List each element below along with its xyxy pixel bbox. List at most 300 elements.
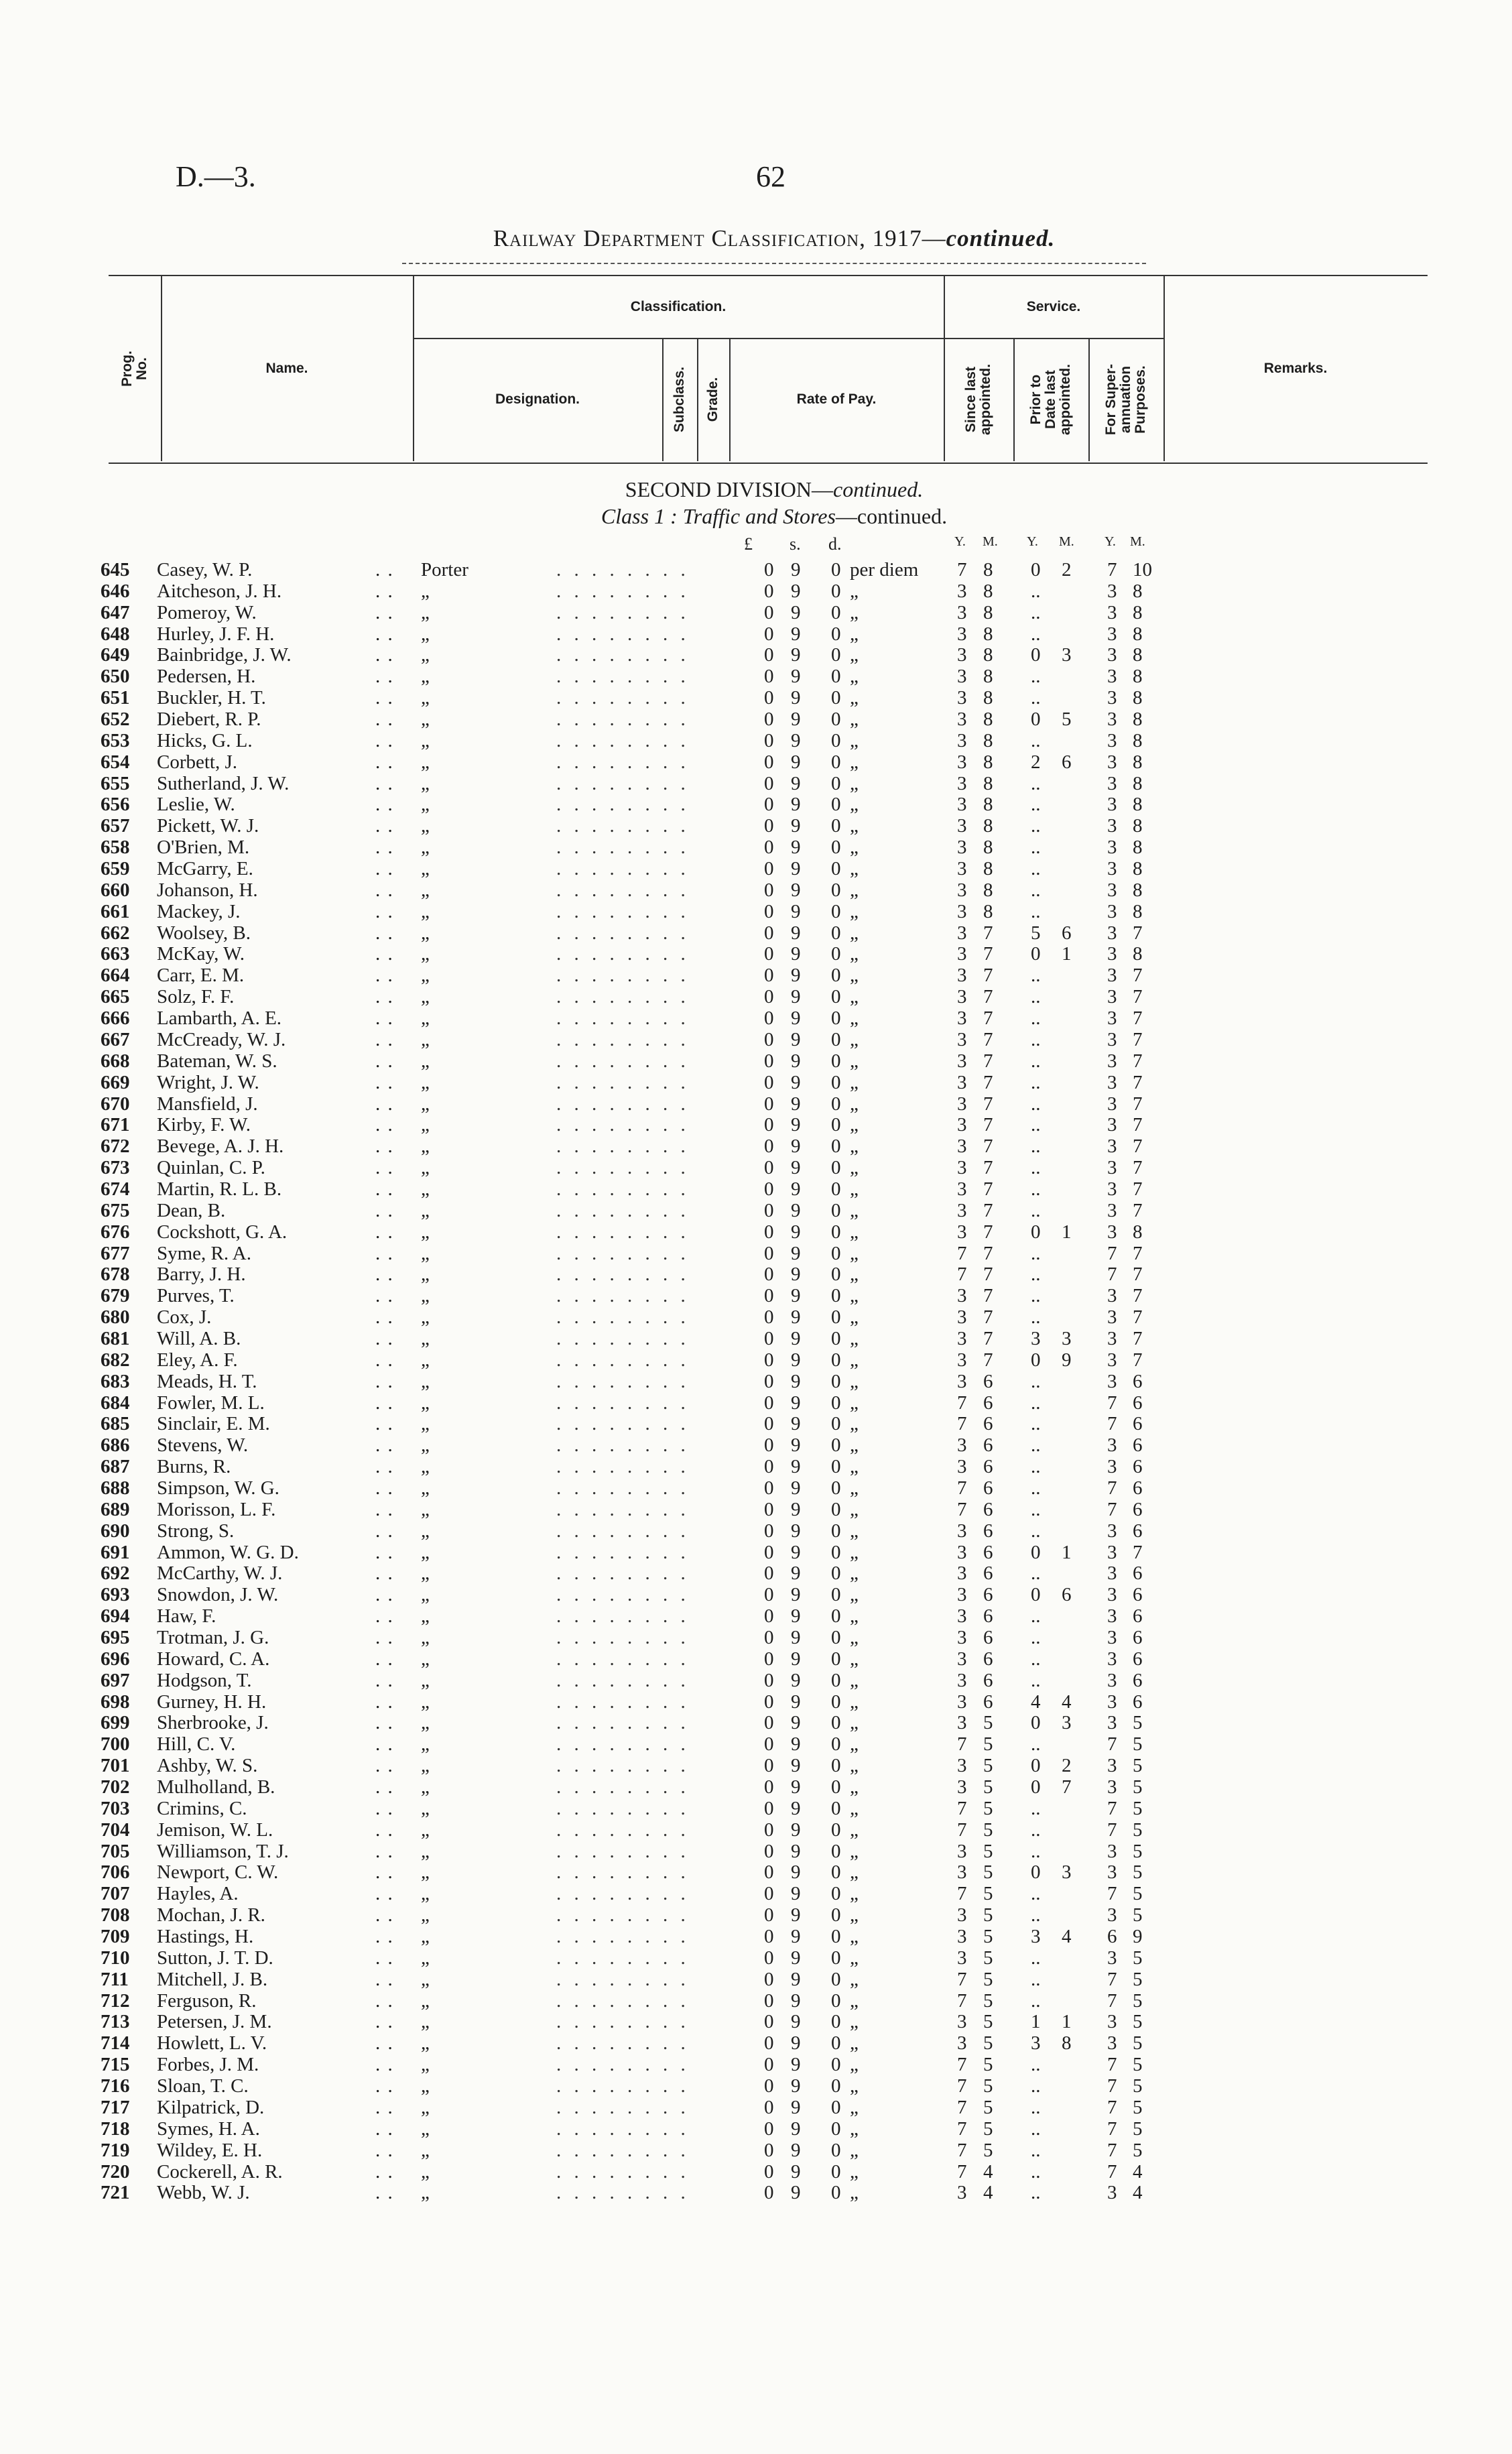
cell-name: Hicks, G. L. [157, 729, 253, 751]
cell-pay-pounds: 0 [764, 709, 774, 731]
cell-designation: „ [421, 1199, 430, 1221]
cell-since-months: 7 [983, 1028, 993, 1050]
cell-pay-pounds: 0 [764, 1477, 774, 1499]
leader-dots: . . [375, 1584, 394, 1606]
cell-pay-pence: 0 [831, 1264, 841, 1286]
cell-pay-pence: 0 [831, 879, 841, 901]
table-row [0, 1648, 1512, 1670]
cell-super-years: 7 [1107, 1242, 1117, 1264]
cell-pay-period: „ [850, 1627, 859, 1648]
cell-pay-pounds: 0 [764, 1520, 774, 1542]
cell-super-months: 5 [1133, 1883, 1143, 1905]
cell-super-months: 8 [1133, 1221, 1143, 1243]
cell-pay-shillings: 9 [791, 1413, 801, 1435]
table-row [0, 1670, 1512, 1691]
cell-since-months: 8 [983, 559, 993, 580]
cell-designation: „ [421, 879, 430, 901]
leader-dots: . . . . . . . . [556, 2011, 690, 2033]
cell-pay-period: „ [850, 1028, 859, 1050]
cell-pay-pence: 0 [831, 837, 841, 859]
cell-name: Cockshott, G. A. [157, 1221, 288, 1243]
cell-pay-shillings: 9 [791, 1819, 801, 1841]
cell-pay-pounds: 0 [764, 1221, 774, 1243]
cell-prior-years: .. [1031, 2096, 1041, 2118]
cell-prior-years: .. [1031, 1562, 1041, 1585]
cell-since-months: 6 [983, 1413, 993, 1435]
cell-pay-pence: 0 [831, 815, 841, 837]
cell-prog-no: 668 [101, 1050, 130, 1072]
cell-prior-years: 0 [1031, 709, 1041, 731]
cell-pay-shillings: 9 [791, 1733, 801, 1756]
cell-prog-no: 703 [101, 1797, 130, 1819]
cell-pay-pounds: 0 [764, 1797, 774, 1819]
cell-since-years: 3 [957, 1456, 967, 1478]
cell-designation: „ [421, 1242, 430, 1264]
cell-designation: „ [421, 1178, 430, 1200]
cell-name: Quinlan, C. P. [157, 1157, 265, 1179]
cell-pay-shillings: 9 [791, 1071, 801, 1093]
cell-pay-pounds: 0 [764, 1562, 774, 1585]
cell-prog-no: 711 [101, 1968, 129, 1990]
class-label: Class 1 : Traffic and Stores [601, 504, 836, 528]
leader-dots: . . [375, 1733, 394, 1756]
unit-since-months: M. [983, 534, 998, 549]
cell-super-years: 3 [1107, 601, 1117, 623]
cell-super-months: 5 [1133, 2011, 1143, 2033]
cell-pay-shillings: 9 [791, 666, 801, 688]
cell-since-months: 7 [983, 1306, 993, 1329]
table-row [0, 1264, 1512, 1285]
table-row [0, 901, 1512, 922]
cell-pay-pounds: 0 [764, 687, 774, 709]
cell-pay-shillings: 9 [791, 1904, 801, 1926]
cell-pay-pounds: 0 [764, 1114, 774, 1136]
cell-pay-pence: 0 [831, 2160, 841, 2183]
cell-prior-years: .. [1031, 1093, 1041, 1115]
cell-name: Sloan, T. C. [157, 2075, 249, 2097]
cell-pay-period: „ [850, 2054, 859, 2076]
cell-prog-no: 707 [101, 1883, 130, 1905]
cell-pay-shillings: 9 [791, 1926, 801, 1948]
cell-designation: „ [421, 1989, 430, 2012]
cell-designation: „ [421, 1648, 430, 1670]
cell-super-years: 3 [1107, 666, 1117, 688]
cell-since-years: 3 [957, 1157, 967, 1179]
cell-name: Ferguson, R. [157, 1989, 257, 2012]
cell-pay-pounds: 0 [764, 1007, 774, 1030]
leader-dots: . . . . . . . . [556, 1050, 690, 1072]
cell-name: Simpson, W. G. [157, 1477, 279, 1499]
cell-designation: „ [421, 986, 430, 1008]
cell-pay-pounds: 0 [764, 772, 774, 794]
cell-prog-no: 666 [101, 1007, 130, 1030]
cell-since-years: 3 [957, 879, 967, 901]
cell-super-months: 7 [1133, 1028, 1143, 1050]
cell-name: Bevege, A. J. H. [157, 1136, 284, 1158]
cell-name: Cox, J. [157, 1306, 212, 1329]
cell-name: Williamson, T. J. [157, 1840, 289, 1862]
cell-prog-no: 683 [101, 1370, 130, 1392]
cell-prog-no: 705 [101, 1840, 130, 1862]
cell-pay-period: „ [850, 1413, 859, 1435]
cell-prog-no: 646 [101, 580, 130, 602]
cell-pay-period: „ [850, 2032, 859, 2054]
cell-pay-period: „ [850, 1199, 859, 1221]
cell-pay-period: „ [850, 1349, 859, 1371]
cell-pay-pounds: 0 [764, 666, 774, 688]
cell-super-months: 7 [1133, 922, 1143, 944]
cell-name: Sherbrooke, J. [157, 1712, 269, 1734]
cell-since-months: 5 [983, 1819, 993, 1841]
cell-prog-no: 675 [101, 1199, 130, 1221]
cell-pay-period: „ [850, 1691, 859, 1713]
cell-since-years: 3 [957, 2182, 967, 2204]
cell-pay-pounds: 0 [764, 2160, 774, 2183]
cell-pay-pounds: 0 [764, 601, 774, 623]
cell-pay-pounds: 0 [764, 943, 774, 965]
cell-since-months: 8 [983, 900, 993, 922]
cell-name: Gurney, H. H. [157, 1691, 267, 1713]
unit-super-years: Y. [1105, 534, 1116, 549]
cell-prog-no: 680 [101, 1306, 130, 1329]
cell-since-years: 7 [957, 1989, 967, 2012]
leader-dots: . . [375, 1392, 394, 1414]
cell-prog-no: 688 [101, 1477, 130, 1499]
cell-super-years: 3 [1107, 858, 1117, 880]
cell-super-months: 7 [1133, 1157, 1143, 1179]
cell-prog-no: 658 [101, 837, 130, 859]
cell-since-months: 5 [983, 1883, 993, 1905]
table-row [0, 1605, 1512, 1627]
cell-designation: „ [421, 837, 430, 859]
cell-super-months: 6 [1133, 1562, 1143, 1585]
cell-super-months: 8 [1133, 580, 1143, 602]
leader-dots: . . . . . . . . [556, 1776, 690, 1798]
cell-pay-pence: 0 [831, 943, 841, 965]
table-row [0, 1733, 1512, 1755]
table-row [0, 1562, 1512, 1584]
cell-prog-no: 717 [101, 2096, 130, 2118]
leader-dots: . . [375, 1562, 394, 1585]
cell-super-months: 5 [1133, 1776, 1143, 1798]
cell-pay-pence: 0 [831, 965, 841, 987]
leader-dots: . . [375, 2182, 394, 2204]
cell-prior-years: .. [1031, 623, 1041, 645]
leader-dots: . . [375, 858, 394, 880]
cell-pay-pence: 0 [831, 922, 841, 944]
cell-pay-shillings: 9 [791, 1520, 801, 1542]
cell-pay-period: „ [850, 1584, 859, 1606]
table-row [0, 1904, 1512, 1926]
cell-designation: „ [421, 1691, 430, 1713]
cell-super-months: 5 [1133, 1797, 1143, 1819]
cell-designation: „ [421, 1498, 430, 1520]
cell-pay-period: „ [850, 858, 859, 880]
cell-pay-shillings: 9 [791, 965, 801, 987]
cell-pay-shillings: 9 [791, 1349, 801, 1371]
cell-prog-no: 651 [101, 687, 130, 709]
cell-prog-no: 721 [101, 2182, 130, 2204]
cell-name: Hill, C. V. [157, 1733, 236, 1756]
cell-since-years: 3 [957, 1136, 967, 1158]
cell-since-years: 7 [957, 2075, 967, 2097]
cell-since-years: 3 [957, 772, 967, 794]
cell-pay-shillings: 9 [791, 1691, 801, 1713]
cell-prior-years: .. [1031, 1392, 1041, 1414]
cell-super-months: 7 [1133, 1285, 1143, 1307]
cell-prior-years: .. [1031, 1989, 1041, 2012]
cell-super-years: 3 [1107, 815, 1117, 837]
cell-pay-pence: 0 [831, 1861, 841, 1884]
cell-prog-no: 706 [101, 1861, 130, 1884]
cell-prior-years: .. [1031, 729, 1041, 751]
cell-prior-years: .. [1031, 837, 1041, 859]
cell-designation: „ [421, 580, 430, 602]
cell-super-years: 3 [1107, 837, 1117, 859]
cell-prog-no: 699 [101, 1712, 130, 1734]
cell-pay-period: „ [850, 1136, 859, 1158]
cell-pay-pounds: 0 [764, 1819, 774, 1841]
cell-super-years: 3 [1107, 1285, 1117, 1307]
cell-super-years: 3 [1107, 580, 1117, 602]
cell-pay-period: „ [850, 1157, 859, 1179]
cell-since-years: 3 [957, 1947, 967, 1969]
cell-prior-years: .. [1031, 2139, 1041, 2161]
leader-dots: . . [375, 1071, 394, 1093]
cell-pay-pence: 0 [831, 1413, 841, 1435]
table-row [0, 1306, 1512, 1328]
leader-dots: . . [375, 2032, 394, 2054]
cell-since-months: 5 [983, 1968, 993, 1990]
cell-name: Corbett, J. [157, 751, 238, 773]
cell-prog-no: 654 [101, 751, 130, 773]
cell-name: Stevens, W. [157, 1434, 249, 1457]
cell-super-years: 3 [1107, 1370, 1117, 1392]
cell-pay-shillings: 9 [791, 1264, 801, 1286]
leader-dots: . . . . . . . . [556, 1007, 690, 1030]
cell-pay-pounds: 0 [764, 1541, 774, 1563]
cell-pay-pence: 0 [831, 1028, 841, 1050]
leader-dots: . . [375, 1627, 394, 1648]
cell-name: Leslie, W. [157, 794, 235, 816]
cell-pay-shillings: 9 [791, 1157, 801, 1179]
cell-designation: „ [421, 794, 430, 816]
cell-prior-years: 0 [1031, 1541, 1041, 1563]
cell-prior-years: .. [1031, 1733, 1041, 1756]
cell-super-months: 5 [1133, 2032, 1143, 2054]
cell-super-years: 3 [1107, 1071, 1117, 1093]
leader-dots: . . . . . . . . [556, 1562, 690, 1585]
leader-dots: . . [375, 1114, 394, 1136]
leader-dots: . . [375, 644, 394, 666]
cell-pay-pence: 0 [831, 772, 841, 794]
leader-dots: . . . . . . . . [556, 1434, 690, 1457]
cell-super-months: 7 [1133, 965, 1143, 987]
leader-dots: . . [375, 1434, 394, 1457]
table-row [0, 751, 1512, 773]
class-continued: —continued. [835, 504, 948, 528]
cell-since-years: 3 [957, 580, 967, 602]
cell-prog-no: 665 [101, 986, 130, 1008]
leader-dots: . . . . . . . . [556, 1584, 690, 1606]
cell-pay-pence: 0 [831, 1755, 841, 1777]
cell-prior-months: 4 [1062, 1926, 1072, 1948]
cell-pay-pence: 0 [831, 858, 841, 880]
cell-super-years: 3 [1107, 751, 1117, 773]
cell-pay-period: „ [850, 1007, 859, 1030]
cell-prog-no: 698 [101, 1691, 130, 1713]
cell-pay-pounds: 0 [764, 1264, 774, 1286]
cell-pay-pence: 0 [831, 1584, 841, 1606]
table-row [0, 1627, 1512, 1648]
cell-super-months: 7 [1133, 1541, 1143, 1563]
leader-dots: . . [375, 1327, 394, 1349]
cell-name: Howard, C. A. [157, 1648, 270, 1670]
leader-dots: . . . . . . . . [556, 2096, 690, 2118]
cell-prog-no: 713 [101, 2011, 130, 2033]
cell-designation: „ [421, 1968, 430, 1990]
leader-dots: . . [375, 2118, 394, 2140]
cell-name: Buckler, H. T. [157, 687, 266, 709]
cell-pay-pounds: 0 [764, 1926, 774, 1948]
cell-pay-pence: 0 [831, 1114, 841, 1136]
cell-name: Pedersen, H. [157, 666, 256, 688]
cell-prior-years: .. [1031, 879, 1041, 901]
cell-super-months: 4 [1133, 2182, 1143, 2204]
leader-dots: . . . . . . . . [556, 1285, 690, 1307]
cell-designation: „ [421, 1050, 430, 1072]
cell-prior-months: 6 [1062, 1584, 1072, 1606]
cell-since-years: 3 [957, 1776, 967, 1798]
table-row [0, 1178, 1512, 1200]
cell-pay-shillings: 9 [791, 1456, 801, 1478]
table-row [0, 1819, 1512, 1841]
cell-super-months: 7 [1133, 1071, 1143, 1093]
cell-since-years: 3 [957, 1349, 967, 1371]
header-rate-of-pay: Rate of Pay. [796, 391, 877, 407]
cell-super-months: 5 [1133, 1712, 1143, 1734]
cell-prog-no: 693 [101, 1584, 130, 1606]
cell-super-years: 3 [1107, 1456, 1117, 1478]
cell-prior-years: .. [1031, 1477, 1041, 1499]
cell-prior-months: 3 [1062, 1327, 1072, 1349]
cell-pay-period: „ [850, 1712, 859, 1734]
cell-since-years: 7 [957, 2118, 967, 2140]
cell-prior-years: 5 [1031, 922, 1041, 944]
cell-super-years: 7 [1107, 1819, 1117, 1841]
cell-pay-pounds: 0 [764, 1883, 774, 1905]
cell-name: Mansfield, J. [157, 1093, 258, 1115]
cell-pay-pounds: 0 [764, 1349, 774, 1371]
cell-pay-shillings: 9 [791, 1136, 801, 1158]
table-row [0, 1712, 1512, 1733]
cell-prior-years: .. [1031, 794, 1041, 816]
cell-prog-no: 656 [101, 794, 130, 816]
leader-dots: . . [375, 815, 394, 837]
cell-name: Woolsey, B. [157, 922, 251, 944]
cell-super-months: 5 [1133, 2118, 1143, 2140]
cell-since-months: 6 [983, 1627, 993, 1648]
cell-since-years: 3 [957, 1306, 967, 1329]
cell-prior-years: .. [1031, 1285, 1041, 1307]
cell-name: Syme, R. A. [157, 1242, 251, 1264]
cell-pay-shillings: 9 [791, 1114, 801, 1136]
cell-pay-pounds: 0 [764, 2096, 774, 2118]
cell-pay-period: „ [850, 794, 859, 816]
cell-super-months: 6 [1133, 1691, 1143, 1713]
cell-pay-shillings: 9 [791, 1327, 801, 1349]
cell-super-years: 3 [1107, 1627, 1117, 1648]
table-row [0, 2032, 1512, 2054]
title-main: Railway Department Classification, 1917— [493, 225, 946, 251]
cell-prior-years: 3 [1031, 1926, 1041, 1948]
cell-pay-shillings: 9 [791, 1861, 801, 1884]
cell-prior-years: 0 [1031, 559, 1041, 580]
cell-pay-pence: 0 [831, 2096, 841, 2118]
table-row [0, 709, 1512, 730]
cell-prior-years: 1 [1031, 2011, 1041, 2033]
cell-pay-shillings: 9 [791, 1477, 801, 1499]
cell-pay-shillings: 9 [791, 1755, 801, 1777]
cell-pay-pounds: 0 [764, 900, 774, 922]
cell-pay-pence: 0 [831, 1648, 841, 1670]
cell-pay-pence: 0 [831, 666, 841, 688]
cell-pay-shillings: 9 [791, 2118, 801, 2140]
leader-dots: . . [375, 1755, 394, 1777]
cell-pay-pence: 0 [831, 1498, 841, 1520]
cell-super-months: 6 [1133, 1370, 1143, 1392]
cell-prog-no: 685 [101, 1413, 130, 1435]
leader-dots: . . [375, 751, 394, 773]
cell-super-months: 7 [1133, 1007, 1143, 1030]
cell-super-months: 8 [1133, 751, 1143, 773]
cell-pay-pence: 0 [831, 1605, 841, 1628]
leader-dots: . . [375, 2075, 394, 2097]
cell-prior-months: 3 [1062, 644, 1072, 666]
cell-name: Aitcheson, J. H. [157, 580, 282, 602]
leader-dots: . . . . . . . . [556, 986, 690, 1008]
cell-pay-shillings: 9 [791, 837, 801, 859]
cell-pay-shillings: 9 [791, 2139, 801, 2161]
cell-prog-no: 670 [101, 1093, 130, 1115]
cell-prior-years: 0 [1031, 943, 1041, 965]
leader-dots: . . . . . . . . [556, 1520, 690, 1542]
cell-pay-pence: 0 [831, 1968, 841, 1990]
leader-dots: . . . . . . . . [556, 900, 690, 922]
cell-since-months: 8 [983, 601, 993, 623]
cell-designation: „ [421, 1264, 430, 1286]
cell-super-years: 7 [1107, 1797, 1117, 1819]
cell-pay-period: „ [850, 1669, 859, 1691]
cell-super-years: 3 [1107, 1114, 1117, 1136]
cell-since-years: 3 [957, 1712, 967, 1734]
cell-pay-pence: 0 [831, 1178, 841, 1200]
cell-name: Ashby, W. S. [157, 1755, 258, 1777]
cell-pay-period: „ [850, 687, 859, 709]
cell-prior-years: .. [1031, 1413, 1041, 1435]
leader-dots: . . . . . . . . [556, 1627, 690, 1648]
cell-pay-shillings: 9 [791, 2054, 801, 2076]
cell-pay-pence: 0 [831, 1819, 841, 1841]
cell-super-years: 3 [1107, 1840, 1117, 1862]
cell-super-years: 7 [1107, 1883, 1117, 1905]
cell-prog-no: 674 [101, 1178, 130, 1200]
cell-designation: „ [421, 1456, 430, 1478]
cell-designation: „ [421, 729, 430, 751]
cell-prior-months: 6 [1062, 751, 1072, 773]
cell-super-months: 5 [1133, 1733, 1143, 1756]
cell-since-months: 7 [983, 986, 993, 1008]
